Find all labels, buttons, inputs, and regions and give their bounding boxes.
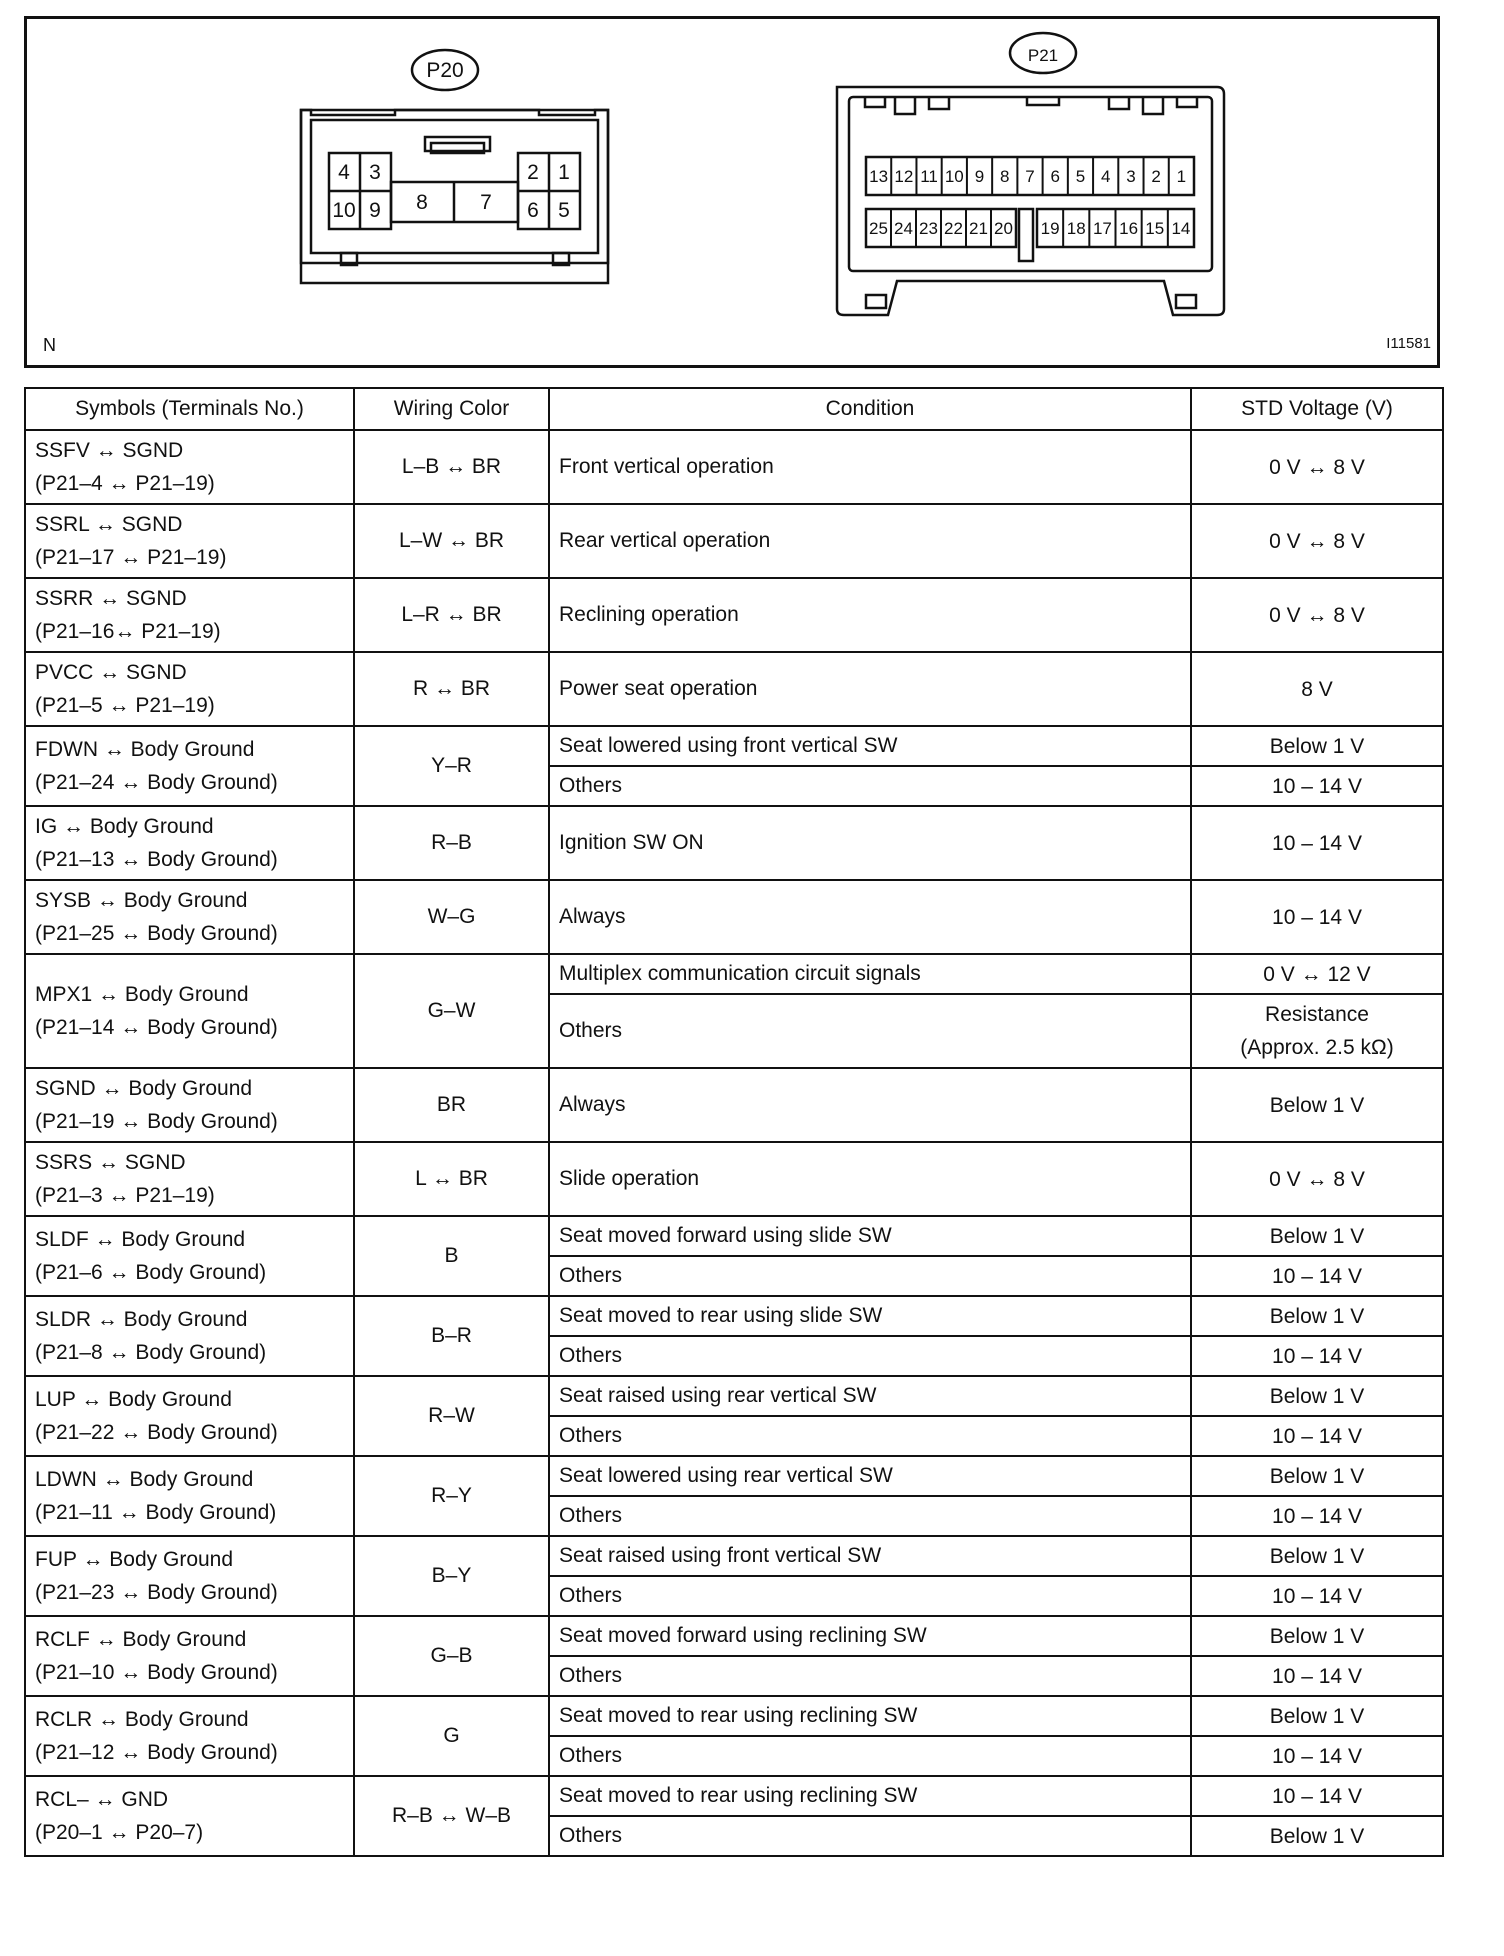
symbol-name: SGND ↔ Body Ground [35, 1077, 253, 1100]
voltage-cell: 10 – 14 V [1191, 1736, 1443, 1776]
condition-cell: Seat moved to rear using slide SW [549, 1296, 1191, 1336]
wiring-color-cell: L ↔ BR [354, 1142, 549, 1216]
p20-pin-labels [332, 59, 570, 222]
p21-pin-label: 2 [1151, 167, 1161, 186]
condition-cell: Seat moved forward using slide SW [549, 1216, 1191, 1256]
voltage-cell: 0 V ↔ 8 V [1191, 504, 1443, 578]
terminal-numbers: (P21–25 ↔ Body Ground) [35, 922, 278, 945]
terminal-numbers: (P21–16↔ P21–19) [35, 620, 221, 643]
p20-pin-label: 2 [527, 161, 539, 184]
terminal-numbers: (P21–4 ↔ P21–19) [35, 472, 215, 495]
condition-cell: Seat raised using rear vertical SW [549, 1376, 1191, 1416]
symbol-cell [25, 1142, 354, 1216]
symbol-cell [25, 1376, 354, 1456]
voltage-cell: Below 1 V [1191, 1616, 1443, 1656]
connector-drawing [27, 19, 1437, 365]
symbol-name: IG ↔ Body Ground [35, 815, 214, 838]
p21-pin-label: 24 [894, 219, 913, 238]
terminal-numbers: (P21–5 ↔ P21–19) [35, 694, 215, 717]
voltage-cell: 0 V ↔ 8 V [1191, 1142, 1443, 1216]
wiring-color-cell: W–G [354, 880, 549, 954]
voltage-value: (Approx. 2.5 kΩ) [1240, 1036, 1394, 1059]
terminal-numbers: (P21–22 ↔ Body Ground) [35, 1421, 278, 1444]
voltage-cell: Below 1 V [1191, 1696, 1443, 1736]
p20-pin-label: 10 [332, 199, 356, 222]
terminal-spec-table [24, 387, 1444, 1857]
terminal-numbers: (P21–6 ↔ Body Ground) [35, 1261, 267, 1284]
p20-pin-label: 9 [369, 199, 381, 222]
condition-cell: Always [549, 1068, 1191, 1142]
wiring-color-cell: B–Y [354, 1536, 549, 1616]
condition-cell: Reclining operation [549, 578, 1191, 652]
condition-cell: Seat moved to rear using reclining SW [549, 1776, 1191, 1816]
p20-pin-label: 1 [558, 161, 570, 184]
table-row [25, 504, 1443, 578]
symbol-name: MPX1 ↔ Body Ground [35, 983, 249, 1006]
symbol-cell [25, 652, 354, 726]
p21-pin-label: 15 [1145, 219, 1165, 238]
p21-pin-label: 22 [944, 219, 963, 238]
table-row [25, 806, 1443, 880]
header-std-voltage: STD Voltage (V) [1191, 388, 1443, 430]
symbol-name: LDWN ↔ Body Ground [35, 1468, 254, 1491]
p21-pin-label: 13 [869, 167, 889, 186]
header-condition: Condition [549, 388, 1191, 430]
condition-cell: Others [549, 994, 1191, 1068]
condition-cell: Others [549, 1496, 1191, 1536]
voltage-cell: 10 – 14 V [1191, 806, 1443, 880]
wiring-color-cell: B–R [354, 1296, 549, 1376]
p20-pin-label: 3 [369, 161, 381, 184]
condition-cell: Others [549, 1256, 1191, 1296]
wiring-color-cell: G–W [354, 954, 549, 1068]
p21-pin-label: 25 [869, 219, 888, 238]
symbol-cell [25, 880, 354, 954]
p21-pin-label: 20 [994, 219, 1013, 238]
p20-connector-label: P20 [426, 59, 464, 82]
voltage-cell: 10 – 14 V [1191, 880, 1443, 954]
condition-cell: Others [549, 1416, 1191, 1456]
terminal-numbers: (P21–17 ↔ P21–19) [35, 546, 227, 569]
p21-pin-label: 21 [969, 219, 988, 238]
wiring-color-cell: R–B [354, 806, 549, 880]
wiring-color-cell: B [354, 1216, 549, 1296]
condition-cell: Seat lowered using front vertical SW [549, 726, 1191, 766]
voltage-cell [1191, 994, 1443, 1068]
symbol-cell [25, 1696, 354, 1776]
wiring-color-cell: R–B ↔ W–B [354, 1776, 549, 1856]
table-row [25, 1456, 1443, 1496]
symbol-cell [25, 954, 354, 1068]
symbol-name: LUP ↔ Body Ground [35, 1388, 232, 1411]
p21-pin-label: 3 [1126, 167, 1136, 186]
voltage-cell: 10 – 14 V [1191, 1416, 1443, 1456]
wiring-color-cell: L–R ↔ BR [354, 578, 549, 652]
voltage-cell: 10 – 14 V [1191, 1496, 1443, 1536]
voltage-cell: 0 V ↔ 8 V [1191, 578, 1443, 652]
p21-pin-label: 14 [1171, 219, 1191, 238]
symbol-name: SYSB ↔ Body Ground [35, 889, 248, 912]
voltage-cell: 0 V ↔ 8 V [1191, 430, 1443, 504]
p21-pin-label: 12 [894, 167, 914, 186]
connector-diagram [24, 16, 1440, 368]
table-row [25, 1296, 1443, 1336]
table-header-row [25, 388, 1443, 430]
voltage-cell: Below 1 V [1191, 1456, 1443, 1496]
voltage-cell: Below 1 V [1191, 1376, 1443, 1416]
table-body [25, 430, 1443, 1856]
condition-cell: Multiplex communication circuit signals [549, 954, 1191, 994]
condition-cell: Seat raised using front vertical SW [549, 1536, 1191, 1576]
voltage-cell: Below 1 V [1191, 1296, 1443, 1336]
voltage-cell: 10 – 14 V [1191, 1576, 1443, 1616]
voltage-value: Resistance [1265, 1003, 1369, 1026]
p21-pin-label: 19 [1040, 219, 1060, 238]
p21-pin-label: 11 [920, 167, 938, 186]
terminal-numbers: (P21–19 ↔ Body Ground) [35, 1110, 278, 1133]
p21-pin-label: 4 [1100, 167, 1111, 186]
table-row [25, 1216, 1443, 1256]
condition-cell: Rear vertical operation [549, 504, 1191, 578]
table-row [25, 1696, 1443, 1736]
wiring-color-cell: G [354, 1696, 549, 1776]
symbol-cell [25, 430, 354, 504]
table-row [25, 1616, 1443, 1656]
wiring-color-cell: L–W ↔ BR [354, 504, 549, 578]
p21-connector-label: P21 [1027, 46, 1059, 65]
terminal-numbers: (P21–11 ↔ Body Ground) [35, 1501, 277, 1524]
voltage-cell: 10 – 14 V [1191, 1336, 1443, 1376]
terminal-numbers: (P21–3 ↔ P21–19) [35, 1184, 215, 1207]
symbol-name: SSRS ↔ SGND [35, 1151, 186, 1174]
condition-cell: Others [549, 1336, 1191, 1376]
corner-label: N [43, 335, 56, 355]
wiring-color-cell: R ↔ BR [354, 652, 549, 726]
table-row [25, 880, 1443, 954]
symbol-cell [25, 504, 354, 578]
terminal-numbers: (P21–13 ↔ Body Ground) [35, 848, 278, 871]
wiring-color-cell: G–B [354, 1616, 549, 1696]
p20-pin-label: 5 [558, 199, 570, 222]
condition-cell: Others [549, 1816, 1191, 1856]
symbol-name: SSRL ↔ SGND [35, 513, 183, 536]
condition-cell: Slide operation [549, 1142, 1191, 1216]
p21-pin-label: 6 [1050, 167, 1060, 186]
terminal-numbers: (P20–1 ↔ P20–7) [35, 1821, 204, 1844]
symbol-cell [25, 1536, 354, 1616]
header-symbols: Symbols (Terminals No.) [25, 388, 354, 430]
condition-cell: Others [549, 1736, 1191, 1776]
symbol-name: FUP ↔ Body Ground [35, 1548, 234, 1571]
wiring-color-cell: BR [354, 1068, 549, 1142]
voltage-cell: Below 1 V [1191, 1068, 1443, 1142]
terminal-numbers: (P21–12 ↔ Body Ground) [35, 1741, 278, 1764]
table-row [25, 954, 1443, 994]
p21-pin-label: 9 [974, 167, 985, 186]
condition-cell: Others [549, 766, 1191, 806]
condition-cell: Always [549, 880, 1191, 954]
symbol-name: SSFV ↔ SGND [35, 439, 184, 462]
condition-cell: Seat moved to rear using reclining SW [549, 1696, 1191, 1736]
terminal-numbers: (P21–24 ↔ Body Ground) [35, 771, 278, 794]
symbol-name: PVCC ↔ SGND [35, 661, 187, 684]
voltage-cell: 8 V [1191, 652, 1443, 726]
p20-pin-label: 7 [480, 191, 492, 214]
symbol-name: SSRR ↔ SGND [35, 587, 187, 610]
wiring-color-cell: L–B ↔ BR [354, 430, 549, 504]
terminal-numbers: (P21–14 ↔ Body Ground) [35, 1016, 278, 1039]
condition-cell: Seat moved forward using reclining SW [549, 1616, 1191, 1656]
table-row [25, 1776, 1443, 1816]
symbol-cell [25, 1296, 354, 1376]
voltage-cell: 10 – 14 V [1191, 1776, 1443, 1816]
p21-pin-label: 18 [1066, 219, 1086, 238]
table-row [25, 1068, 1443, 1142]
voltage-cell: 10 – 14 V [1191, 1656, 1443, 1696]
table-row [25, 430, 1443, 504]
symbol-cell [25, 1456, 354, 1536]
symbol-name: RCL– ↔ GND [35, 1788, 169, 1811]
symbol-name: RCLF ↔ Body Ground [35, 1628, 247, 1651]
terminal-numbers: (P21–8 ↔ Body Ground) [35, 1341, 267, 1364]
condition-cell: Seat lowered using rear vertical SW [549, 1456, 1191, 1496]
p21-pin-label: 1 [1176, 167, 1187, 186]
symbol-cell [25, 1616, 354, 1696]
condition-cell: Others [549, 1576, 1191, 1616]
wiring-color-cell: Y–R [354, 726, 549, 806]
p21-pin-label: 7 [1025, 167, 1035, 186]
symbol-cell [25, 1068, 354, 1142]
symbol-cell [25, 578, 354, 652]
table-row [25, 1376, 1443, 1416]
symbol-cell [25, 726, 354, 806]
header-wiring-color: Wiring Color [354, 388, 549, 430]
p21-pin-label: 17 [1092, 219, 1112, 238]
table-row [25, 1536, 1443, 1576]
p21-pin-label: 16 [1119, 219, 1139, 238]
wiring-color-cell: R–W [354, 1376, 549, 1456]
terminal-numbers: (P21–23 ↔ Body Ground) [35, 1581, 278, 1604]
p21-pin-label: 8 [1000, 167, 1010, 186]
wiring-color-cell: R–Y [354, 1456, 549, 1536]
p21-pin-label: 10 [944, 167, 964, 186]
voltage-cell: 10 – 14 V [1191, 766, 1443, 806]
voltage-cell: Below 1 V [1191, 1536, 1443, 1576]
p20-pin-label: 8 [416, 191, 428, 214]
symbol-name: RCLR ↔ Body Ground [35, 1708, 249, 1731]
table-row [25, 726, 1443, 766]
symbol-cell [25, 806, 354, 880]
voltage-cell: Below 1 V [1191, 1816, 1443, 1856]
voltage-cell: 10 – 14 V [1191, 1256, 1443, 1296]
symbol-name: SLDF ↔ Body Ground [35, 1228, 246, 1251]
condition-cell: Front vertical operation [549, 430, 1191, 504]
voltage-cell: Below 1 V [1191, 726, 1443, 766]
p21-pin-label: 5 [1075, 167, 1086, 186]
terminal-numbers: (P21–10 ↔ Body Ground) [35, 1661, 278, 1684]
table-row [25, 652, 1443, 726]
table-row [25, 1142, 1443, 1216]
condition-cell: Ignition SW ON [549, 806, 1191, 880]
symbol-cell [25, 1216, 354, 1296]
condition-cell: Others [549, 1656, 1191, 1696]
p21-pin-label: 23 [919, 219, 938, 238]
table-row [25, 578, 1443, 652]
figure-id: I11581 [1386, 335, 1431, 352]
voltage-cell: Below 1 V [1191, 1216, 1443, 1256]
p20-pin-label: 6 [527, 199, 539, 222]
p20-pin-label: 4 [338, 161, 350, 184]
symbol-name: SLDR ↔ Body Ground [35, 1308, 248, 1331]
symbol-name: FDWN ↔ Body Ground [35, 738, 255, 761]
symbol-cell [25, 1776, 354, 1856]
voltage-cell: 0 V ↔ 12 V [1191, 954, 1443, 994]
condition-cell: Power seat operation [549, 652, 1191, 726]
